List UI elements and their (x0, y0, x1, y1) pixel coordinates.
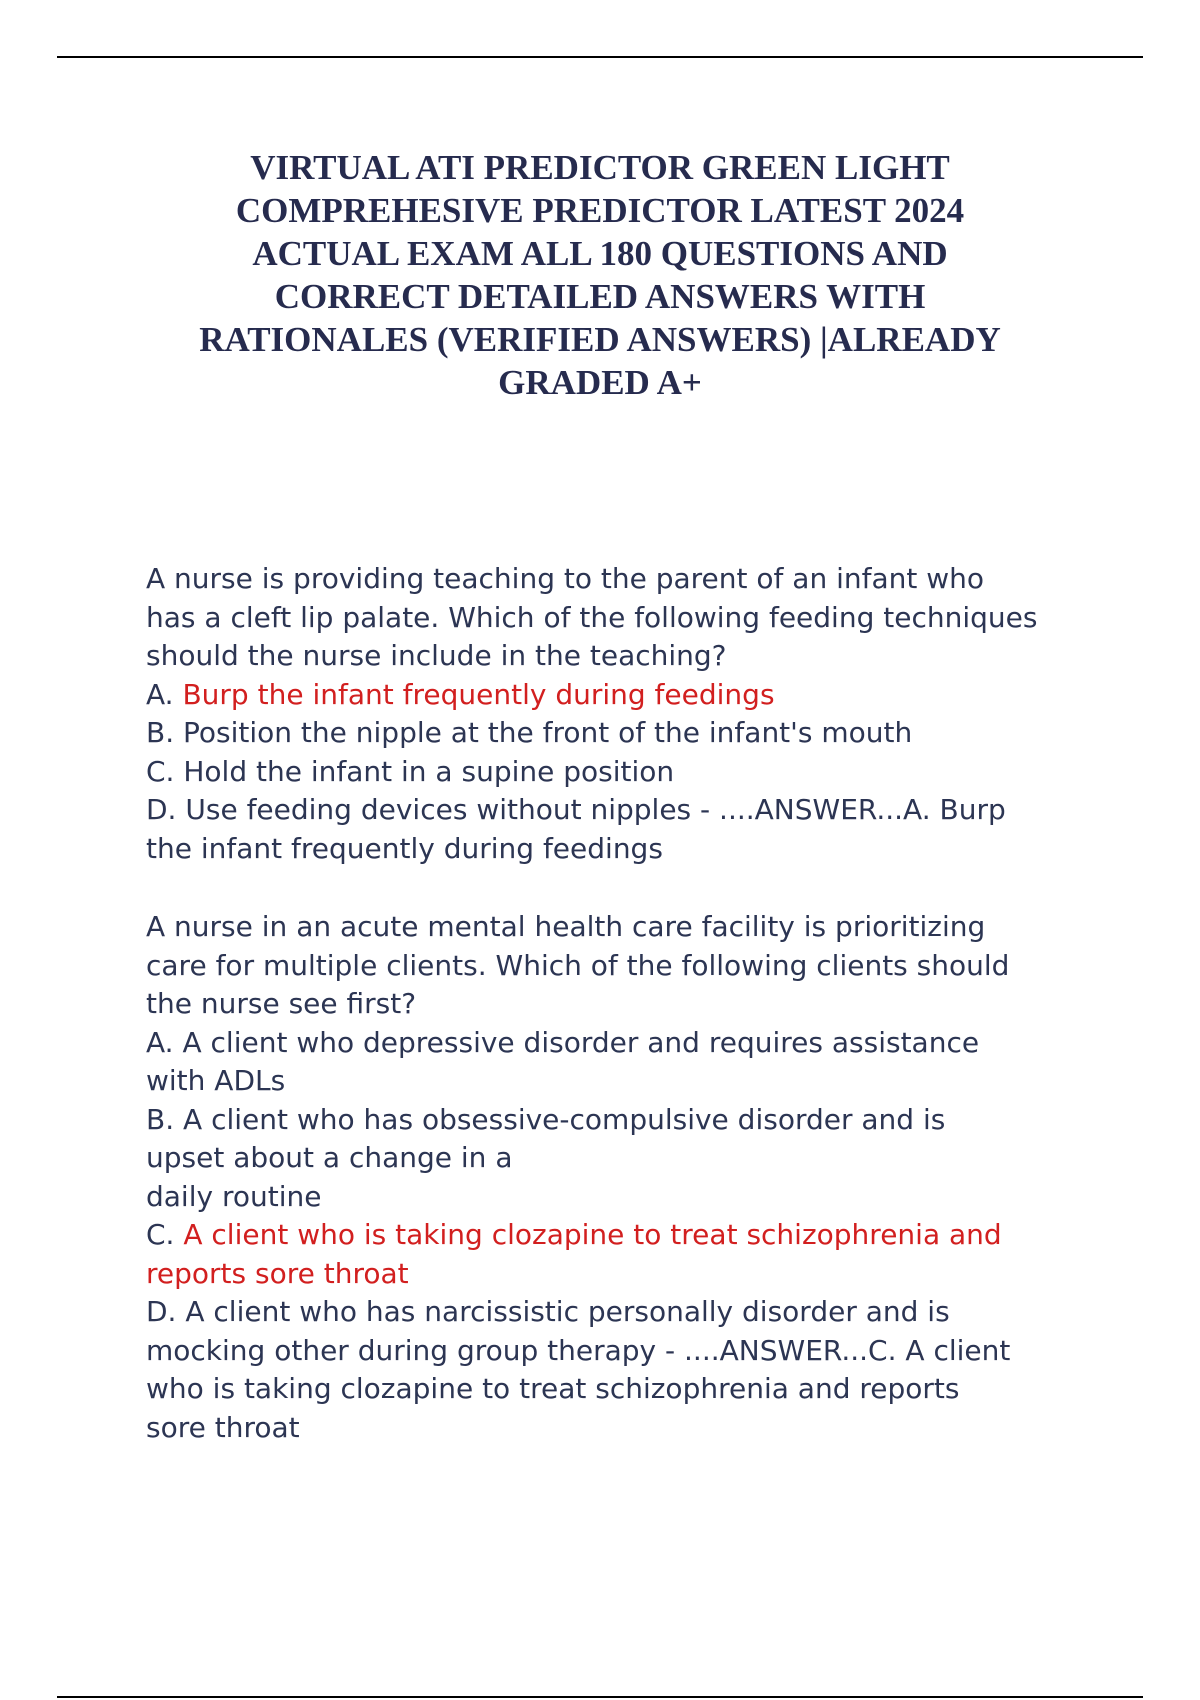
option-d-line: D. Use feeding devices without nipples - ....ANSWER...A. Burp (146, 793, 1006, 826)
option-b-line: upset about a change in a (146, 1141, 513, 1174)
option-a-line: with ADLs (146, 1064, 286, 1097)
option-b: B. Position the nipple at the front of the infant's mouth (146, 716, 913, 749)
option-b-line: daily routine (146, 1179, 322, 1213)
bottom-rule (57, 1696, 1143, 1698)
title-line: GRADED A+ (498, 363, 702, 402)
option-d-line: sore throat (146, 1410, 300, 1444)
question-stem-line: A nurse in an acute mental health care facility is prioritizing (146, 910, 986, 943)
question-stem-line: A nurse is providing teaching to the parent of an infant who (146, 562, 985, 595)
correct-option-text: reports sore throat (146, 1256, 409, 1290)
option-c: C. Hold the infant in a supine position (146, 754, 675, 788)
title-line: RATIONALES (VERIFIED ANSWERS) |ALREADY (199, 320, 1001, 359)
option-b-line: B. A client who has obsessive-compulsive disorder and is (146, 1102, 946, 1136)
correct-option-text: Burp the infant frequently during feedings (182, 677, 775, 711)
correct-option-text: A client who is taking clozapine to treat schizophrenia and (183, 1218, 1002, 1251)
option-a (146, 676, 1086, 715)
option-a-line: A. A client who depressive disorder and requires assistance (146, 1025, 980, 1059)
option-d-line: mocking other during group therapy - ....ANSWER...C. A client (146, 1333, 1011, 1367)
title-line: COMPREHESIVE PREDICTOR LATEST 2024 (235, 191, 965, 230)
question-stem-line: should the nurse include in the teaching? (146, 639, 727, 672)
title-line: VIRTUAL ATI PREDICTOR GREEN LIGHT (250, 148, 950, 187)
question-stem-line: care for multiple clients. Which of the following clients should (146, 948, 1010, 982)
option-d-line: who is taking clozapine to treat schizophrenia and reports (146, 1372, 960, 1405)
document-title (150, 146, 1050, 404)
title-line: CORRECT DETAILED ANSWERS WITH (274, 277, 926, 316)
option-d-line: D. A client who has narcissistic personally disorder and is (146, 1295, 950, 1328)
option-prefix: A. (146, 677, 183, 711)
option-c-line (146, 1216, 1086, 1255)
question-2 (146, 908, 1086, 1447)
title-line: ACTUAL EXAM ALL 180 QUESTIONS AND (252, 234, 948, 273)
option-prefix: C. (146, 1218, 184, 1251)
top-rule (57, 56, 1143, 58)
option-d-line: the infant frequently during feedings (146, 831, 663, 865)
question-1 (146, 560, 1086, 868)
question-stem-line: the nurse see first? (146, 987, 417, 1020)
question-stem-line: has a cleft lip palate. Which of the following feeding techniques (146, 600, 1038, 634)
